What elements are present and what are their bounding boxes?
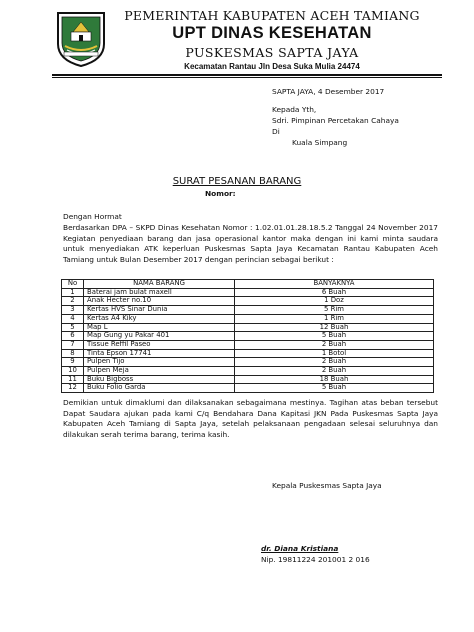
row-item-name: Buku Folio Garda xyxy=(84,384,235,393)
letterhead-divider xyxy=(52,74,442,76)
signatory-name: dr. Diana Kristiana xyxy=(261,544,339,553)
row-item-name: Kertas HVS Sinar Dunia xyxy=(84,306,235,315)
row-quantity: 1 Botol xyxy=(235,349,434,358)
header-no: No xyxy=(62,280,84,289)
letter-title: SURAT PESANAN BARANG xyxy=(172,176,302,187)
header-quantity: BANYAKNYA xyxy=(235,280,434,289)
letterhead xyxy=(112,8,432,73)
letterhead-agency: UPT DINAS KESEHATAN xyxy=(172,24,372,42)
row-no: 4 xyxy=(62,314,84,323)
row-quantity: 5 Buah xyxy=(235,384,434,393)
row-no: 3 xyxy=(62,306,84,315)
table-row xyxy=(62,367,434,376)
recipient-di: Di xyxy=(272,127,280,136)
intro-paragraph: Berdasarkan DPA – SKPD Dinas Kesehatan Nomor : 1.02.01.01.28.18.5.2 Tanggal 24 November 2017 Kegiatan penyediaan barang dan jasa operasional kantor maka dengan ini kami minta saudara untuk menyediakan ATK keperluan Puskesmas Sapta Jaya Kecamatan Rantau Kabupaten Aceh Tamiang untuk Bulan Desember 2017 dengan perincian sebagai berikut : xyxy=(63,223,438,264)
row-item-name: Map L xyxy=(84,323,235,332)
row-item-name: Pulpen Tijo xyxy=(84,358,235,367)
header-item-name: NAMA BARANG xyxy=(84,280,235,289)
row-item-name: Kertas A4 Kiky xyxy=(84,314,235,323)
row-quantity: 2 Buah xyxy=(235,367,434,376)
table-row xyxy=(62,306,434,315)
row-quantity: 1 Doz xyxy=(235,297,434,306)
signatory-nip: Nip. 19811224 201001 2 016 xyxy=(261,555,370,564)
row-quantity: 1 Rim xyxy=(235,314,434,323)
letter-number-label: Nomor: xyxy=(205,189,236,198)
row-no: 1 xyxy=(62,288,84,297)
row-no: 10 xyxy=(62,367,84,376)
row-item-name: Map Gung yu Pakar 401 xyxy=(84,332,235,341)
row-quantity: 6 Buah xyxy=(235,288,434,297)
row-no: 12 xyxy=(62,384,84,393)
items-table xyxy=(61,279,434,393)
row-no: 9 xyxy=(62,358,84,367)
row-item-name: Buku Bigboss xyxy=(84,375,235,384)
row-item-name: Tinta Epson 17741 xyxy=(84,349,235,358)
row-quantity: 5 Rim xyxy=(235,306,434,315)
row-no: 8 xyxy=(62,349,84,358)
row-item-name: Pulpen Meja xyxy=(84,367,235,376)
row-item-name: Baterai jam bulat maxell xyxy=(84,288,235,297)
row-no: 11 xyxy=(62,375,84,384)
table-header-row xyxy=(62,280,434,289)
row-no: 5 xyxy=(62,323,84,332)
row-no: 2 xyxy=(62,297,84,306)
signatory-position: Kepala Puskesmas Sapta Jaya xyxy=(272,481,382,490)
row-quantity: 12 Buah xyxy=(235,323,434,332)
letterhead-address: Kecamatan Rantau Jln Desa Suka Mulia 24474 xyxy=(184,62,360,71)
row-quantity: 5 Buah xyxy=(235,332,434,341)
letterhead-government: PEMERINTAH KABUPATEN ACEH TAMIANG xyxy=(124,8,420,23)
closing-paragraph: Demikian untuk dimaklumi dan dilaksanakan sebagaimana mestinya. Tagihan atas beban tersebut Dapat Saudara ajukan pada kami C/q Bendahara Dana Kapitasi JKN Pada Puskesmas Sapta Jaya Kabupaten Aceh Tamiang di Sapta Jaya, setelah pelaksanaan pengadaan selesai seluruhnya dan dilakukan serah terima barang, terima kasih. xyxy=(63,398,438,439)
row-quantity: 18 Buah xyxy=(235,375,434,384)
row-item-name: Anak Hecter no.10 xyxy=(84,297,235,306)
recipient-name: Sdri. Pimpinan Percetakan Cahaya xyxy=(272,116,399,125)
letterhead-puskesmas: PUSKESMAS SAPTA JAYA xyxy=(185,45,359,60)
greeting: Dengan Hormat xyxy=(63,212,122,221)
row-quantity: 2 Buah xyxy=(235,340,434,349)
letter-date: SAPTA JAYA, 4 Desember 2017 xyxy=(272,87,385,96)
table-row xyxy=(62,340,434,349)
row-no: 6 xyxy=(62,332,84,341)
table-row xyxy=(62,384,434,393)
recipient-location: Kuala Simpang xyxy=(292,138,348,147)
row-quantity: 2 Buah xyxy=(235,358,434,367)
aceh-tamiang-logo-icon xyxy=(55,10,107,68)
recipient-salutation: Kepada Yth, xyxy=(272,105,317,114)
row-no: 7 xyxy=(62,340,84,349)
table-row xyxy=(62,314,434,323)
letterhead-divider-thin xyxy=(52,77,442,78)
row-item-name: Tissue Reffil Paseo xyxy=(84,340,235,349)
